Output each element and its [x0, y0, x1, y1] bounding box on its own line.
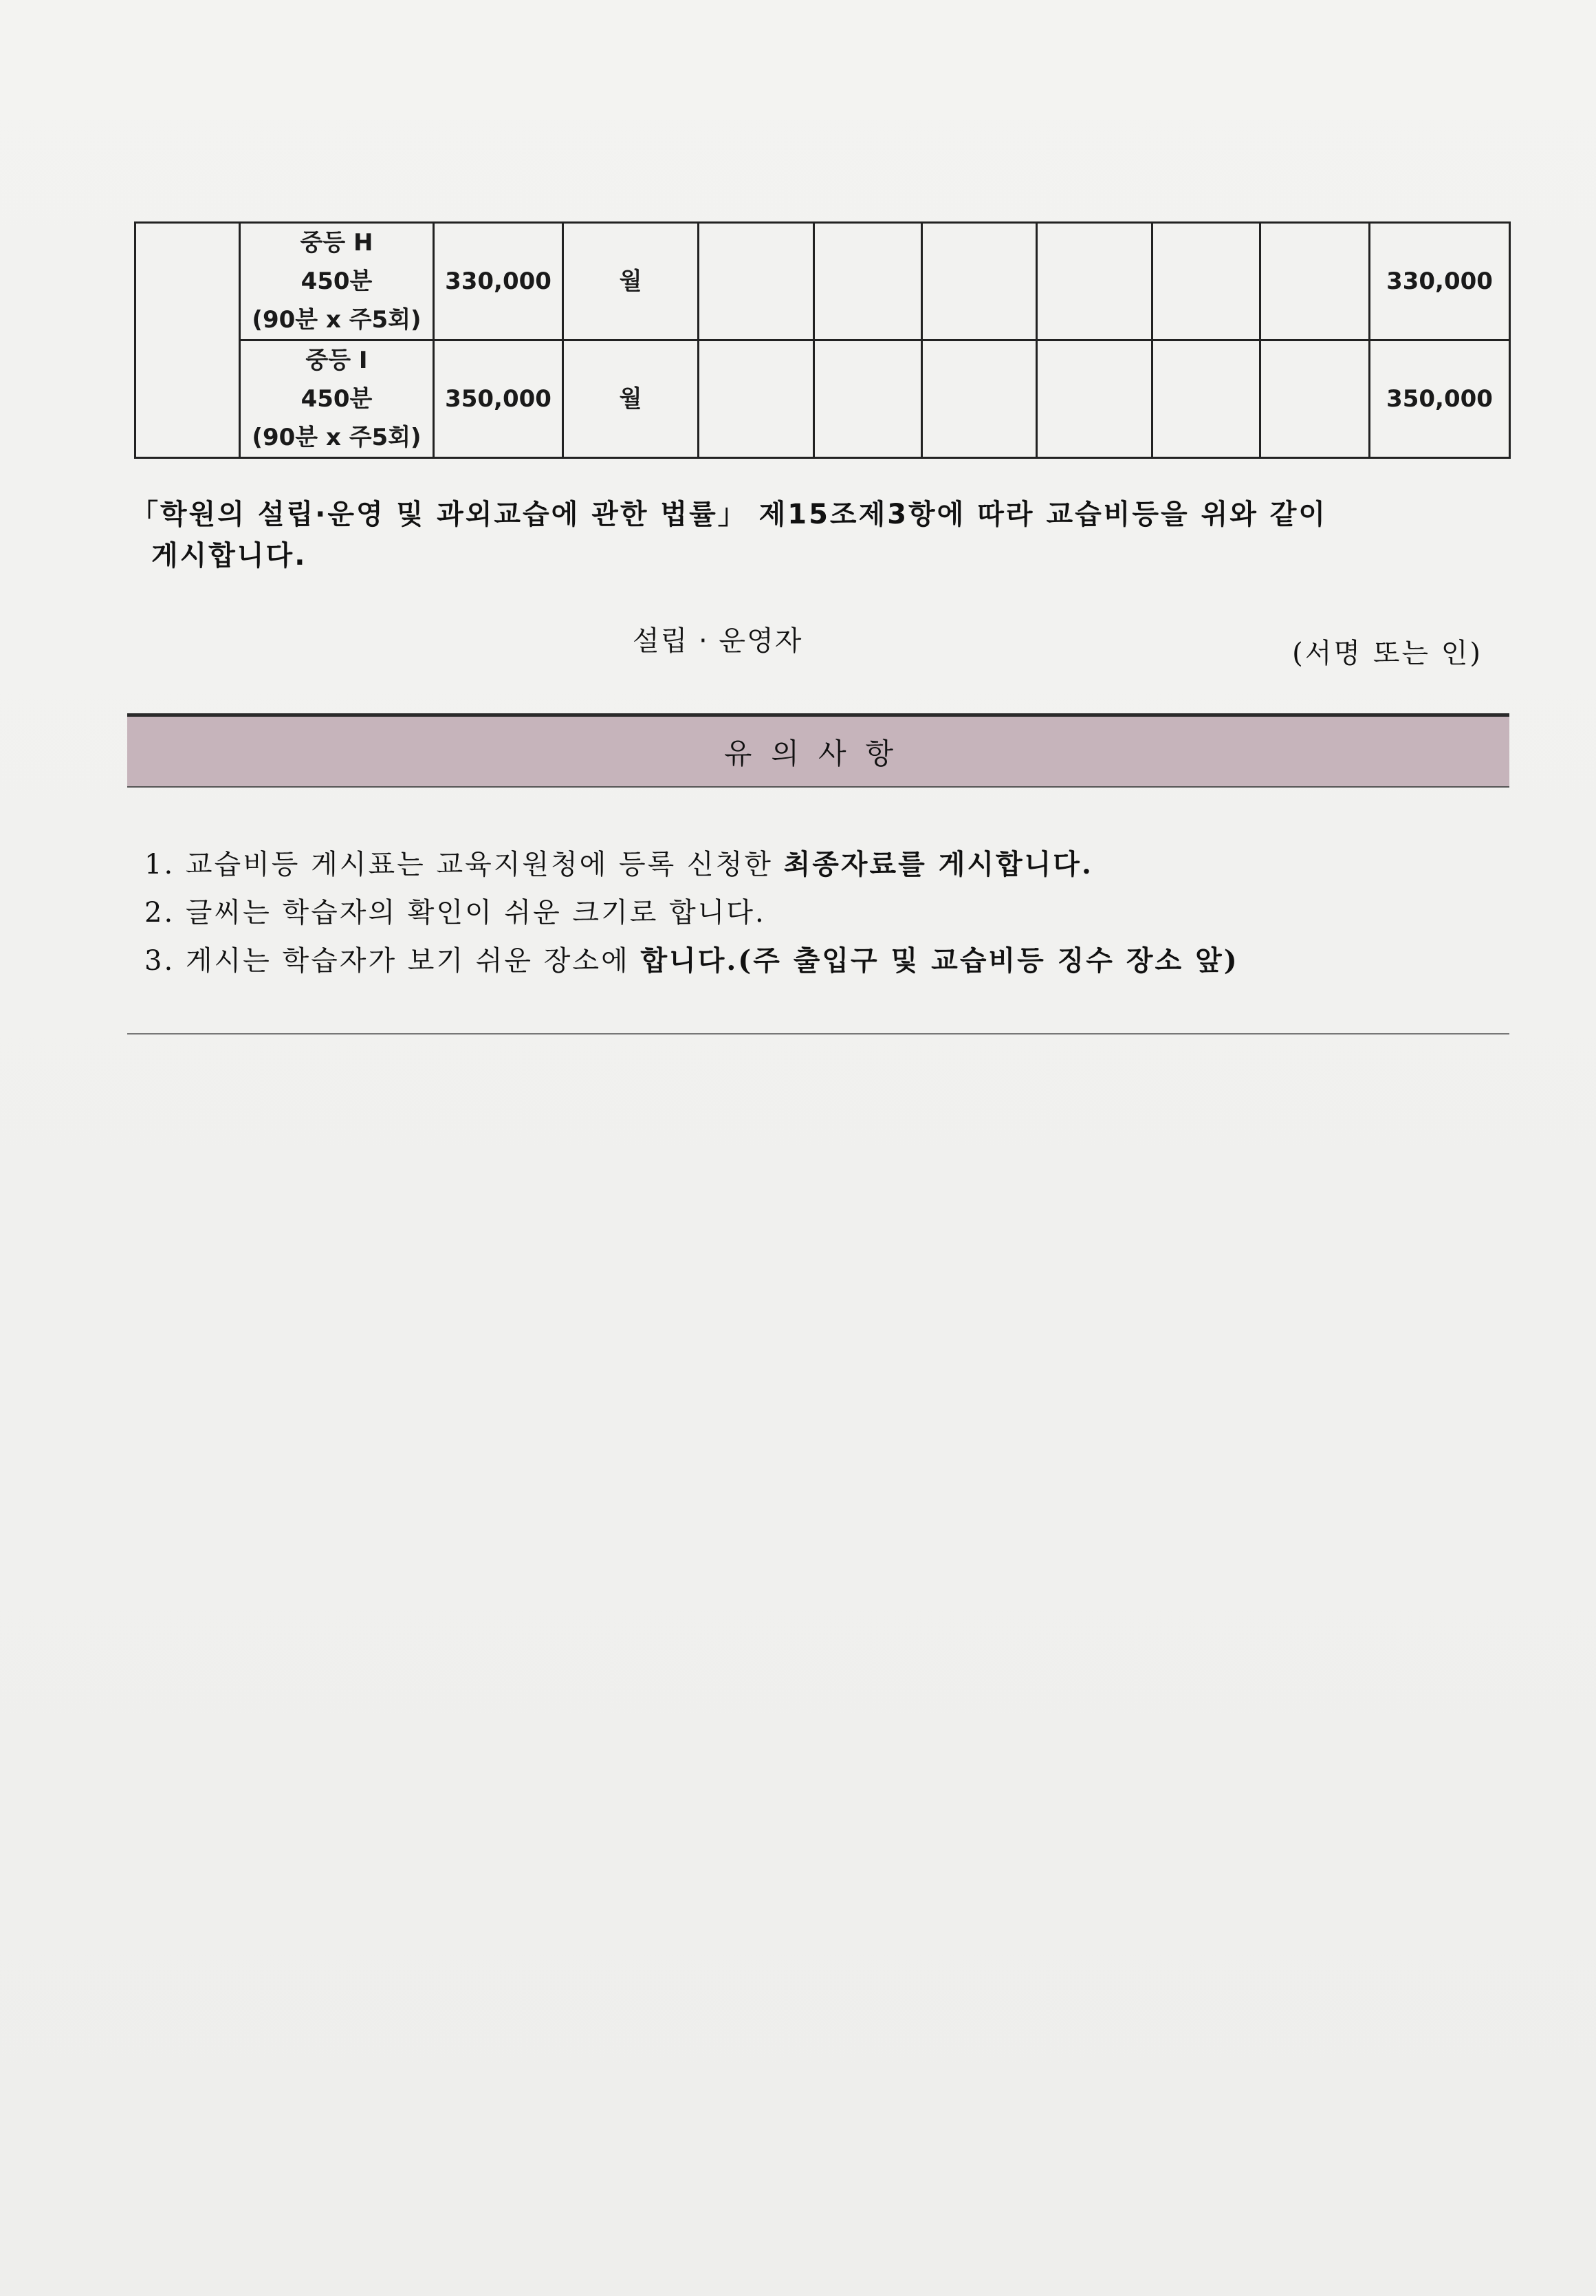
category-cell — [135, 223, 240, 458]
period-cell: 월 — [563, 223, 699, 340]
notice-header — [127, 713, 1509, 788]
bottom-divider — [127, 1033, 1509, 1035]
list-item — [144, 841, 1239, 889]
period-cell: 월 — [563, 340, 699, 458]
empty-cell — [814, 340, 922, 458]
item-text-bold: 최종자료를 게시합니다. — [783, 848, 1093, 880]
list-item — [144, 937, 1239, 985]
total-cell: 330,000 — [1370, 223, 1510, 340]
operator-label: 설립 · 운영자 — [633, 625, 803, 657]
signature-label: (서명 또는 인) — [1292, 638, 1483, 669]
legal-statement-line2: 게시합니다. — [151, 540, 307, 572]
empty-cell — [1152, 223, 1260, 340]
course-name: 중등 I — [305, 347, 368, 374]
item-text: 게시는 학습자가 보기 쉬운 장소에 — [185, 945, 641, 977]
empty-cell — [1152, 340, 1260, 458]
empty-cell — [1260, 223, 1370, 340]
tuition-cell: 350,000 — [434, 340, 563, 458]
empty-cell — [1037, 223, 1152, 340]
item-text: 글씨는 학습자의 확인이 쉬운 크기로 합니다. — [185, 897, 766, 929]
course-cell — [240, 340, 434, 458]
fee-table — [134, 221, 1511, 459]
item-number: 2. — [144, 897, 175, 929]
empty-cell — [699, 340, 814, 458]
item-text-bold: 합니다.(주 출입구 및 교습비등 징수 장소 앞) — [640, 944, 1239, 977]
legal-statement-line1: 「학원의 설립·운영 및 과외교습에 관한 법률」 제15조제3항에 따라 교습비등을 위와 같이 — [131, 499, 1328, 530]
empty-cell — [699, 223, 814, 340]
empty-cell — [1037, 340, 1152, 458]
legal-statement — [131, 494, 1327, 576]
course-cell — [240, 223, 434, 340]
course-minutes: 450분 — [300, 385, 373, 413]
item-number: 3. — [144, 945, 175, 977]
course-name: 중등 H — [300, 229, 373, 257]
table-row — [135, 340, 1510, 458]
empty-cell — [922, 340, 1037, 458]
empty-cell — [922, 223, 1037, 340]
course-schedule: (90분 x 주5회) — [252, 306, 422, 334]
notice-title: 유의사항 — [723, 736, 913, 770]
course-schedule: (90분 x 주5회) — [252, 424, 422, 451]
tuition-cell: 330,000 — [434, 223, 563, 340]
item-text: 교습비등 게시표는 교육지원청에 등록 신청한 — [185, 849, 784, 880]
notice-list — [144, 841, 1239, 985]
item-number: 1. — [144, 849, 175, 880]
table-row — [135, 223, 1510, 340]
empty-cell — [814, 223, 922, 340]
course-minutes: 450분 — [300, 268, 373, 295]
empty-cell — [1260, 340, 1370, 458]
list-item — [144, 889, 1239, 937]
total-cell: 350,000 — [1370, 340, 1510, 458]
